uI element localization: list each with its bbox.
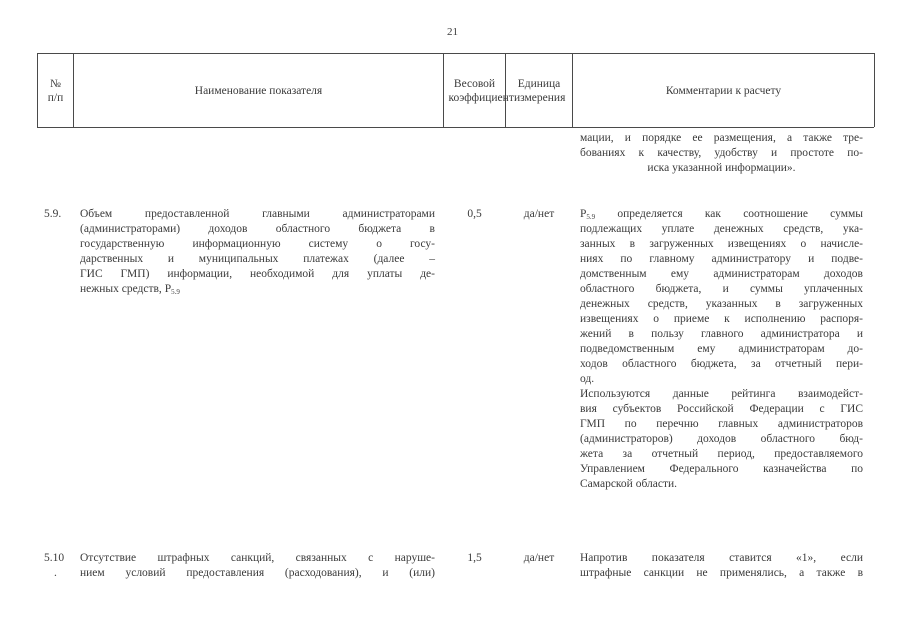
row-5-9-unit: да/нет xyxy=(523,208,555,220)
row-5-9-num: 5.9. xyxy=(44,208,62,220)
row-5-9-name: Объем предоставленной главными администраторами (администраторами) доходов областного бюджета в государственную информационную систему о госу- дарственных и муниципальных платежах (далее – ГИС ГМП) информации, необходимой для уплаты де- нежных средств, $P_{5.9}$ xyxy=(80,208,435,296)
row-5-10-num: 5.10 . xyxy=(44,552,65,579)
header-comment: Комментарии к расчету xyxy=(665,84,782,97)
row-5-10-unit: да/нет xyxy=(523,552,555,564)
header-weight: Весовой коэффициент xyxy=(448,77,514,104)
row-5-9-comment: $P_{5.9}$ определяется как соотношение суммы подлежащих уплате денежных средств, ука- занных в загруженных извещениях о начисле- ниях по главному администратору и подве- домственным ему администраторам доходов областного бюджета, и суммы уплаченных денежных средств, указанных в загруженных извещениях о приеме к исполнению распоря- жений в пользу главного администратора и подведомственным ему администраторам до- ходов областного бюджета, за отчетный пери- од. Используются данные рейтинга взаимодейст- вия субъектов Российской Федерации с ГИС ГМП по перечню главных администраторов (администраторов) доходов областного бюд- жета за отчетный период, предоставляемого Управлением Федерального казначейства по Самарской области. xyxy=(580,208,864,490)
row-5-9-weight: 0,5 xyxy=(467,208,482,220)
header-unit: Единица измерения xyxy=(514,77,566,104)
page-number: 21 xyxy=(447,26,458,38)
table-header-bottom xyxy=(37,127,874,128)
row-5-10-name: Отсутствие штрафных санкций, связанных с наруше- нием условий предоставления (расходования), и (или) xyxy=(80,552,435,579)
header-num: № п/п xyxy=(47,77,64,104)
table-border-right xyxy=(874,53,875,127)
row-5-10-weight: 1,5 xyxy=(467,552,482,564)
continuation-comment: мации, и порядке ее размещения, а также тре- бованиях к качеству, удобству и простоте по- иска указанной информации». xyxy=(580,132,863,174)
header-name: Наименование показателя xyxy=(194,84,323,97)
row-5-10-comment: Напротив показателя ставится «1», если штрафные санкции не применялись, а также в xyxy=(580,552,863,579)
